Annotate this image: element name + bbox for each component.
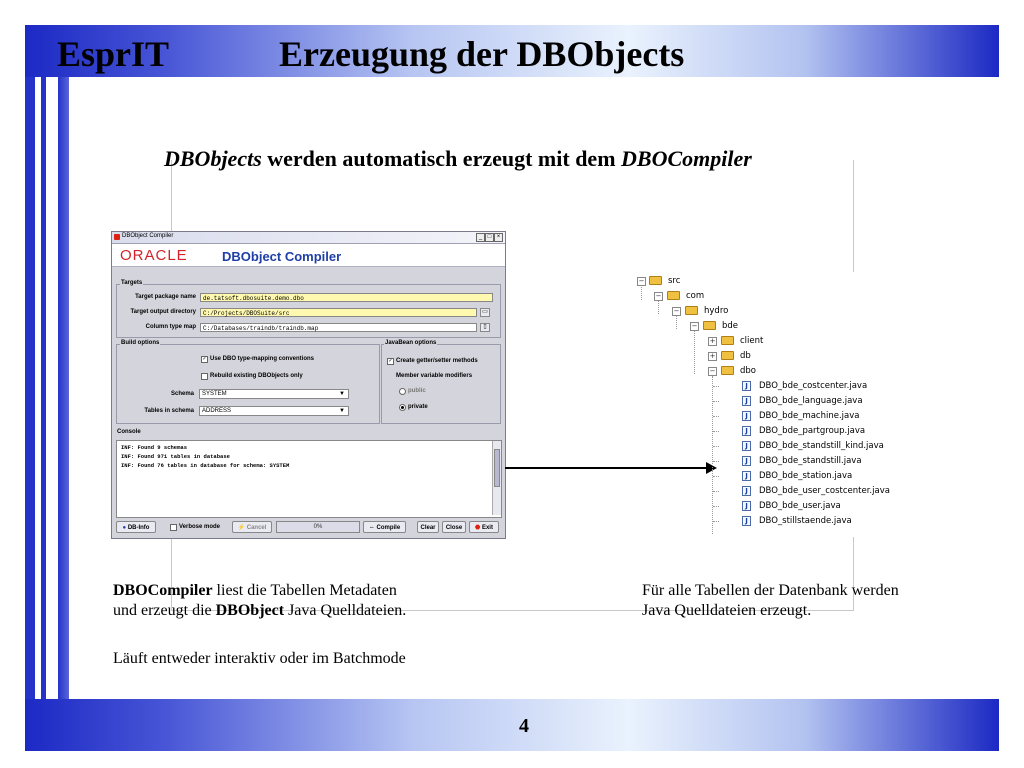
tree-label: client [740, 336, 764, 346]
expand-icon[interactable]: + [709, 352, 716, 360]
app-banner [112, 244, 505, 267]
line2-pre: und erzeugt die [113, 602, 216, 619]
tree-folder-hydro[interactable] [630, 304, 850, 318]
header-band [25, 25, 999, 77]
chevron-down-icon: ▼ [339, 408, 345, 414]
tree-folder-db[interactable] [630, 349, 850, 363]
tree-label: com [686, 291, 705, 301]
tree-file[interactable] [630, 484, 890, 498]
tree-file[interactable] [630, 499, 850, 513]
right-text-line-1: Für alle Tabellen der Datenbank werden [642, 582, 899, 599]
tables-select[interactable] [199, 406, 349, 416]
tree-label: src [668, 276, 681, 286]
tree-label: DBO_bde_station.java [759, 471, 853, 481]
schema-select[interactable] [199, 389, 349, 399]
tree-file[interactable] [630, 409, 860, 423]
cancel-button[interactable] [232, 521, 272, 533]
java-file-icon: J [742, 381, 751, 391]
slide-subtitle [164, 146, 752, 172]
tree-label: dbo [740, 366, 756, 376]
tree-file[interactable] [630, 424, 866, 438]
tree-guide [713, 521, 719, 522]
use-mapping-label: Use DBO type-mapping conventions [210, 356, 315, 362]
dbocompiler-bold: DBOCompiler [113, 582, 213, 599]
folder-open-icon [685, 306, 698, 315]
folder-open-icon [649, 276, 662, 285]
use-mapping-checkbox[interactable]: ✓ [202, 356, 207, 362]
tree-label: bde [722, 321, 739, 331]
compiler-header-title: DBObject Compiler [222, 249, 342, 264]
build-options-label: Build options [121, 340, 160, 346]
map-input[interactable]: C:/Databases/traindb/traindb.map [200, 323, 477, 332]
window-title: DBObject Compiler [122, 233, 174, 239]
console-scrollbar[interactable] [492, 441, 501, 515]
tree-label: DBO_bde_partgroup.java [759, 426, 866, 436]
tree-guide [713, 401, 719, 402]
line1-rest: liest die Tabellen Metadaten [212, 582, 397, 599]
tree-label: DBO_bde_user_costcenter.java [759, 486, 890, 496]
collapse-icon[interactable]: − [673, 307, 680, 315]
collapse-icon[interactable]: − [655, 292, 662, 300]
footer-band [25, 699, 999, 751]
tree-label: hydro [704, 306, 729, 316]
tree-guide [713, 476, 719, 477]
dir-label: Target output directory [130, 309, 196, 315]
clear-button[interactable]: Clear [417, 521, 439, 533]
java-file-icon: J [742, 516, 751, 526]
tree-file[interactable] [630, 439, 884, 453]
tables-value: ADDRESS [202, 408, 232, 414]
tree-file[interactable] [630, 514, 850, 528]
folder-open-icon [667, 291, 680, 300]
tree-guide [713, 386, 719, 387]
tables-label: Tables in schema [144, 408, 194, 414]
db-info-button[interactable] [116, 521, 156, 533]
java-file-icon: J [742, 396, 751, 406]
package-label: Target package name [135, 294, 196, 300]
private-label: private [408, 404, 428, 410]
dbobject-compiler-window [111, 231, 506, 539]
tree-file[interactable] [630, 469, 853, 483]
close-icon[interactable]: × [494, 233, 503, 242]
console-line: INF: Found 9 schemas [121, 444, 188, 451]
tree-label: DBO_bde_language.java [759, 396, 863, 406]
rebuild-checkbox[interactable] [201, 373, 208, 380]
java-file-icon: J [742, 456, 751, 466]
compile-button[interactable] [363, 521, 406, 533]
collapse-icon[interactable]: − [691, 322, 698, 330]
slide-title: Erzeugung der DBObjects [279, 34, 685, 74]
info-icon: ● [122, 525, 127, 531]
brand-title: EsprIT [57, 34, 170, 74]
tree-file[interactable] [630, 379, 868, 393]
tree-guide [713, 506, 719, 507]
left-text-line-1 [113, 581, 397, 601]
folder-icon [721, 336, 734, 345]
javabean-options-group [381, 344, 501, 424]
tree-folder-client[interactable] [630, 334, 850, 348]
exit-label: Exit [481, 525, 493, 531]
public-radio[interactable] [399, 388, 406, 395]
public-label: public [408, 388, 426, 394]
java-file-icon: J [742, 501, 751, 511]
console-line: INF: Found 971 tables in database [121, 453, 230, 460]
chevron-down-icon: ▼ [339, 391, 345, 397]
minimize-icon[interactable]: _ [476, 233, 485, 242]
lightning-icon: ⚡ [237, 525, 246, 531]
tree-file[interactable] [630, 454, 862, 468]
tree-folder-dbo[interactable] [630, 364, 850, 378]
subtitle-middle: werden automatisch erzeugt mit dem [261, 146, 622, 171]
java-file-icon: J [742, 486, 751, 496]
left-text-line-3: Läuft entweder interaktiv oder im Batchmode [113, 650, 406, 667]
left-accent-bar [25, 77, 35, 699]
page-number: 4 [519, 715, 529, 737]
stop-icon: ⬣ [475, 525, 481, 531]
java-file-icon: J [742, 471, 751, 481]
javabean-options-label: JavaBean options [385, 340, 437, 346]
left-text-line-2 [113, 601, 406, 621]
console-output[interactable] [116, 440, 502, 518]
targets-group-label: Targets [121, 280, 143, 286]
db-info-label: DB-Info [127, 525, 150, 531]
tree-guide [713, 416, 719, 417]
right-text-line-2: Java Quelldateien erzeugt. [642, 602, 812, 619]
verbose-checkbox[interactable] [170, 524, 177, 531]
tree-label: DBO_bde_machine.java [759, 411, 860, 421]
tree-guide [713, 431, 719, 432]
getter-setter-checkbox[interactable]: ✓ [388, 358, 393, 364]
app-icon [114, 234, 120, 240]
tree-label: DBO_bde_user.java [759, 501, 841, 511]
close-button[interactable]: Close [442, 521, 466, 533]
subtitle-dbocompiler: DBOCompiler [621, 146, 752, 171]
dbobject-bold: DBObject [215, 602, 285, 619]
folder-icon [721, 351, 734, 360]
window-titlebar [112, 232, 505, 244]
browse-dir-icon[interactable]: ▭ [480, 308, 490, 317]
java-file-icon: J [742, 426, 751, 436]
exit-button[interactable] [469, 521, 499, 533]
schema-label: Schema [170, 391, 194, 397]
maximize-icon[interactable]: □ [485, 233, 494, 242]
tree-label: DBO_bde_standstill.java [759, 456, 862, 466]
console-label: Console [117, 429, 141, 435]
tree-label: DBO_stillstaende.java [759, 516, 852, 526]
left-accent-bar-thin [41, 77, 46, 699]
console-line: INF: Found 76 tables in database for schema: SYSTEM [121, 462, 290, 469]
compile-label: Compile [376, 525, 401, 531]
tree-label: DBO_bde_standstill_kind.java [759, 441, 884, 451]
java-file-icon: J [742, 441, 751, 451]
folder-open-icon [703, 321, 716, 330]
left-accent-bar-wide [58, 77, 69, 699]
folder-open-icon [721, 366, 734, 375]
tree-label: DBO_bde_costcenter.java [759, 381, 868, 391]
modifiers-label: Member variable modifiers [396, 373, 473, 379]
dir-input[interactable]: C:/Projects/DBOSuite/src [200, 308, 477, 317]
expand-icon[interactable]: + [709, 337, 716, 345]
schema-value: SYSTEM [202, 391, 227, 397]
tree-guide [713, 461, 719, 462]
line2-rest: Java Quelldateien. [284, 602, 407, 619]
compile-icon: ⇔ [368, 525, 375, 531]
tree-guide [713, 491, 719, 492]
tree-label: db [740, 351, 751, 361]
guide-line [853, 160, 854, 272]
java-file-icon: J [742, 411, 751, 421]
tree-file[interactable] [630, 394, 863, 408]
tree-folder-src[interactable] [630, 274, 850, 288]
file-tree [630, 272, 890, 534]
progress-bar: 0% [276, 521, 360, 533]
map-label: Column type map [145, 324, 196, 330]
oracle-logo: ORACLE [120, 247, 188, 264]
browse-map-icon[interactable]: ▯ [480, 323, 490, 332]
verbose-label: Verbose mode [179, 524, 221, 530]
collapse-icon[interactable]: − [709, 367, 716, 375]
tree-folder-bde[interactable] [630, 319, 850, 333]
package-input[interactable]: de.tatsoft.dbosuite.demo.dbo [200, 293, 493, 302]
rebuild-label: Rebuild existing DBObjects only [210, 373, 303, 379]
scrollbar-thumb[interactable] [494, 449, 500, 487]
tree-folder-com[interactable] [630, 289, 850, 303]
collapse-icon[interactable]: − [638, 277, 645, 285]
cancel-label: Cancel [246, 525, 267, 531]
getter-setter-label: Create getter/setter methods [396, 358, 478, 364]
tree-guide [713, 446, 719, 447]
private-radio[interactable] [399, 404, 406, 411]
subtitle-dbobjects: DBObjects [164, 146, 262, 171]
